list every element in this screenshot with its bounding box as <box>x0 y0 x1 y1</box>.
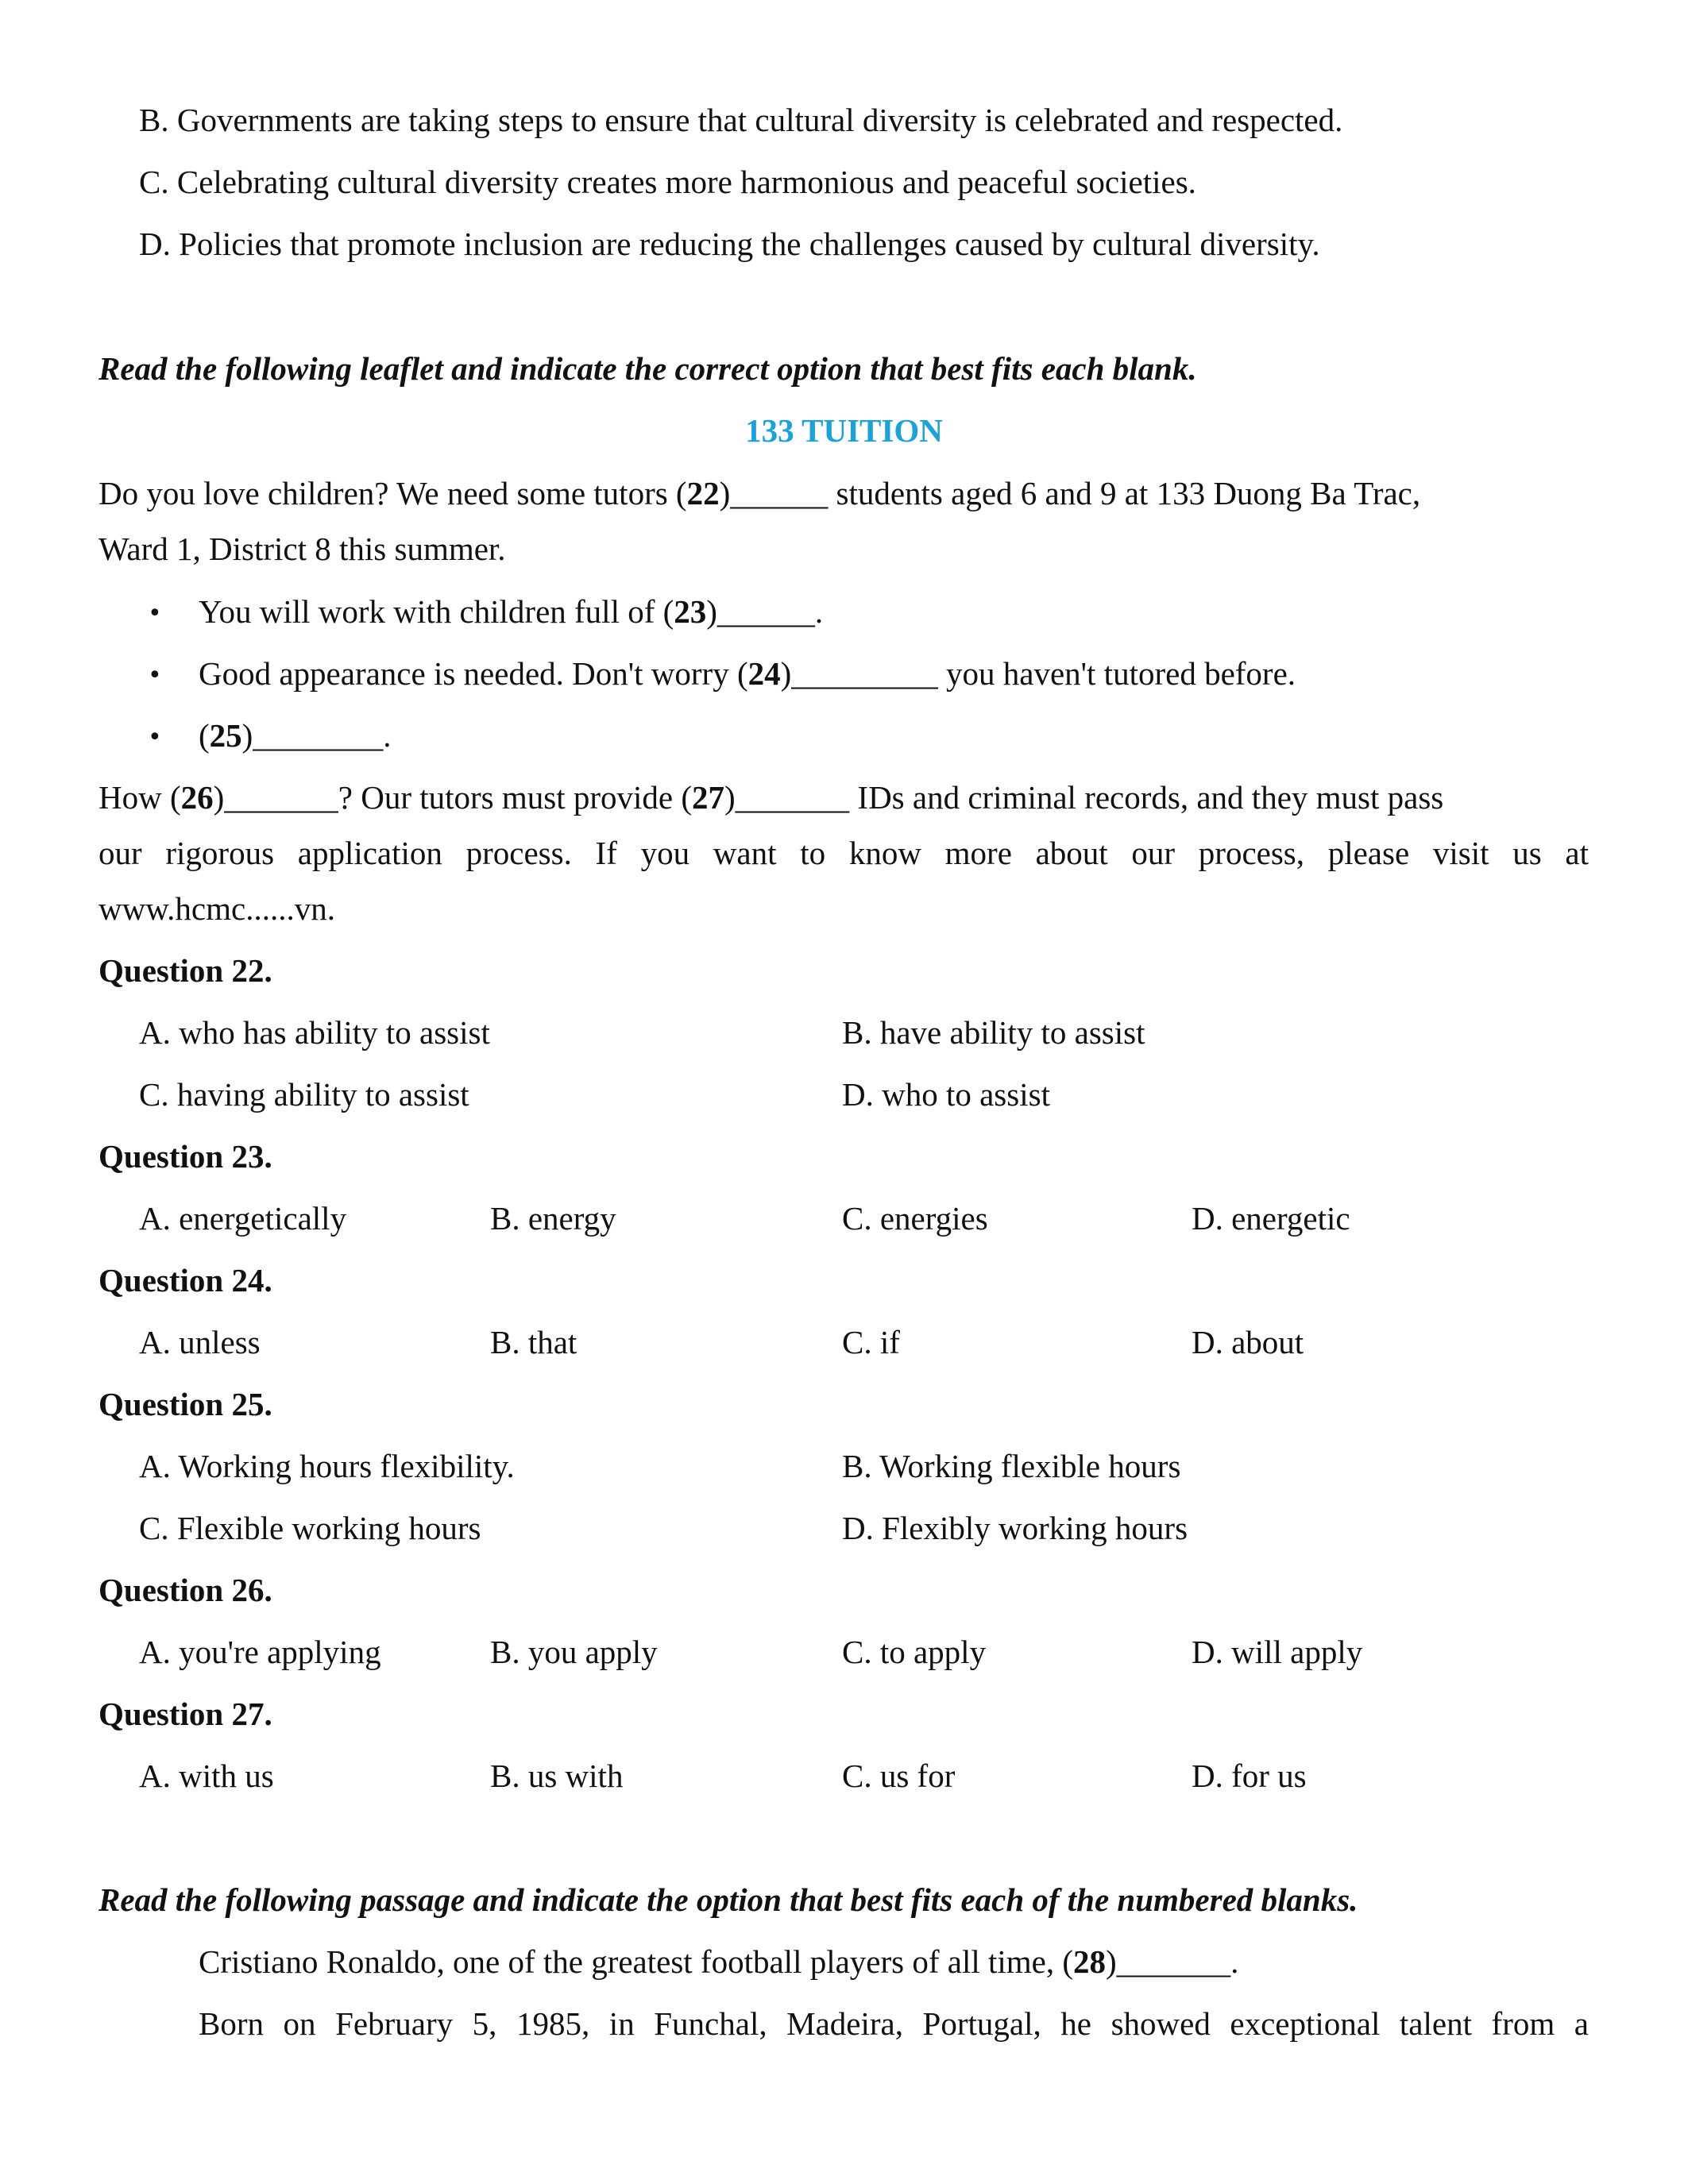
q22-option-d: D. who to assist <box>842 1076 1050 1113</box>
prev-option-d: D. Policies that promote inclusion are reducing the challenges caused by cultural diversity. <box>139 226 1320 262</box>
q23-option-c: C. energies <box>842 1200 988 1237</box>
q24-option-b: B. that <box>490 1324 577 1360</box>
q26-option-b: B. you apply <box>490 1634 658 1670</box>
leaflet-title: 133 TUITION <box>745 412 943 449</box>
q26-option-a: A. you're applying <box>139 1634 381 1670</box>
q23-option-b: B. energy <box>490 1200 616 1237</box>
bullet-icon: • <box>148 723 162 751</box>
leaflet-instruction: Read the following leaflet and indicate the correct option that best fits each blank. <box>98 350 1197 387</box>
q26-option-d: D. will apply <box>1192 1634 1363 1670</box>
prev-option-c: C. Celebrating cultural diversity creates more harmonious and peaceful societies. <box>139 164 1196 200</box>
q25-option-d: D. Flexibly working hours <box>842 1510 1188 1546</box>
leaflet-para2-line2: our rigorous application process. If you want to know more about our process, please visit us at <box>98 835 1589 871</box>
question-23-label: Question 23. <box>98 1138 272 1175</box>
leaflet-para2-line3: www.hcmc......vn. <box>98 890 335 927</box>
q25-option-b: B. Working flexible hours <box>842 1448 1181 1484</box>
leaflet-bullet-3: (25)________. <box>199 717 392 754</box>
leaflet-para1-line1 <box>98 477 1589 510</box>
passage-line-1: Cristiano Ronaldo, one of the greatest football players of all time, (28)_______. <box>199 1943 1239 1980</box>
q23-option-a: A. energetically <box>139 1200 347 1237</box>
q27-option-c: C. us for <box>842 1758 956 1794</box>
passage-line-2: Born on February 5, 1985, in Funchal, Madeira, Portugal, he showed exceptional talent from a <box>199 2005 1589 2042</box>
q25-option-a: A. Working hours flexibility. <box>139 1448 515 1484</box>
q22-option-b: B. have ability to assist <box>842 1014 1145 1051</box>
q22-option-c: C. having ability to assist <box>139 1076 469 1113</box>
leaflet-para2-line1: How (26)_______? Our tutors must provide (27)_______ IDs and criminal records, and they must pass <box>98 779 1444 816</box>
leaflet-bullet-1: You will work with children full of (23)______. <box>199 593 824 630</box>
q25-option-c: C. Flexible working hours <box>139 1510 481 1546</box>
question-22-label: Question 22. <box>98 952 272 989</box>
prev-option-b: B. Governments are taking steps to ensure that cultural diversity is celebrated and respected. <box>139 102 1343 138</box>
q27-option-b: B. us with <box>490 1758 624 1794</box>
q22-option-a: A. who has ability to assist <box>139 1014 490 1051</box>
q24-option-c: C. if <box>842 1324 900 1360</box>
q26-option-c: C. to apply <box>842 1634 987 1670</box>
question-25-label: Question 25. <box>98 1386 272 1422</box>
leaflet-para1-line2: Ward 1, District 8 this summer. <box>98 531 506 567</box>
para1-text-a: Do you love children? We need some tutors (22)______ students aged 6 and 9 at 133 Duong Ba Trac, <box>98 475 1421 511</box>
question-27-label: Question 27. <box>98 1696 272 1732</box>
question-26-label: Question 26. <box>98 1572 272 1608</box>
q23-option-d: D. energetic <box>1192 1200 1350 1237</box>
passage-instruction: Read the following passage and indicate the option that best fits each of the numbered blanks. <box>98 1881 1358 1918</box>
question-24-label: Question 24. <box>98 1262 272 1298</box>
q24-option-d: D. about <box>1192 1324 1304 1360</box>
leaflet-bullet-2: Good appearance is needed. Don't worry (24)_________ you haven't tutored before. <box>199 655 1296 692</box>
q27-option-a: A. with us <box>139 1758 274 1794</box>
q24-option-a: A. unless <box>139 1324 261 1360</box>
q27-option-d: D. for us <box>1192 1758 1307 1794</box>
bullet-icon: • <box>148 662 162 689</box>
bullet-icon: • <box>148 600 162 627</box>
